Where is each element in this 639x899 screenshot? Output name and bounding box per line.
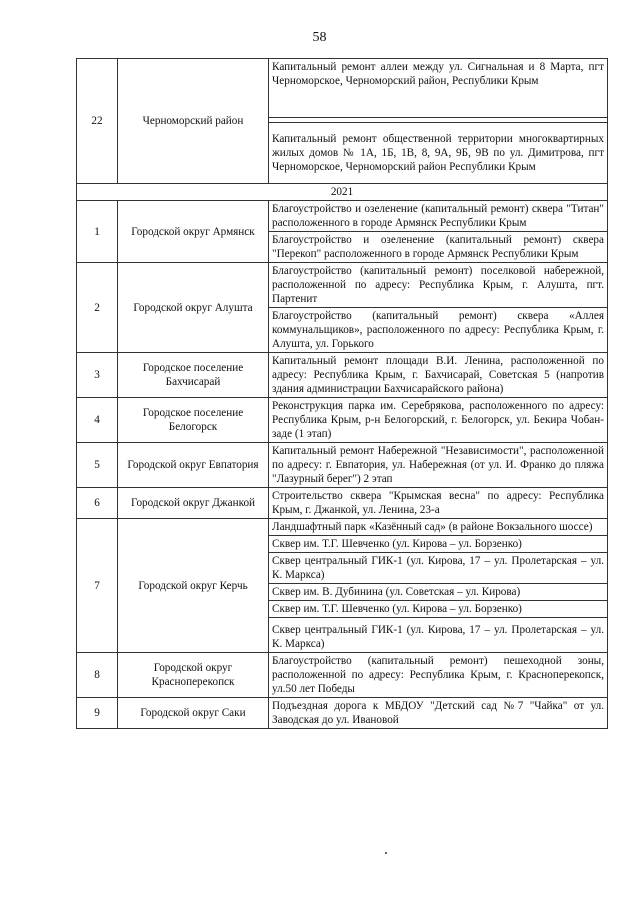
project-cell: Строительство сквера "Крымская весна" по адресу: Республика Крым, г. Джанкой, ул. Ленина, 23-а <box>269 488 608 519</box>
municipality-cell: Городской округ Евпатория <box>118 443 269 488</box>
table-row <box>77 653 608 698</box>
row-number: 1 <box>77 201 118 263</box>
municipality-cell: Городской округ Саки <box>118 698 269 729</box>
project-cell: Сквер центральный ГИК-1 (ул. Кирова, 17 – ул. Пролетарская – ул. К. Маркса) <box>269 618 608 653</box>
project-cell: Сквер центральный ГИК-1 (ул. Кирова, 17 – ул. Пролетарская – ул. К. Маркса) <box>269 553 608 584</box>
project-cell: Благоустройство (капитальный ремонт) пешеходной зоны, расположенной по адресу: Республика Крым, г. Красноперекопск, ул.50 лет Победы <box>269 653 608 698</box>
project-cell: Сквер им. В. Дубинина (ул. Советская – ул. Кирова) <box>269 584 608 601</box>
row-number: 9 <box>77 698 118 729</box>
row-number: 5 <box>77 443 118 488</box>
project-cell: Благоустройство (капитальный ремонт) поселковой набережной, расположенной по адресу: Республика Крым, г. Алушта, пгт. Партенит <box>269 263 608 308</box>
table-row <box>77 488 608 519</box>
municipality-cell: Городской округ Джанкой <box>118 488 269 519</box>
row-number: 8 <box>77 653 118 698</box>
municipality-cell: Городской округ Алушта <box>118 263 269 353</box>
table-row <box>77 519 608 536</box>
project-cell: Подъездная дорога к МБДОУ "Детский сад №7 "Чайка" от ул. Заводская до ул. Ивановой <box>269 698 608 729</box>
table-row <box>77 263 608 308</box>
row-number: 6 <box>77 488 118 519</box>
project-cell: Сквер им. Т.Г. Шевченко (ул. Кирова – ул. Борзенко) <box>269 536 608 553</box>
project-cell: Ландшафтный парк «Казённый сад» (в районе Вокзального шоссе) <box>269 519 608 536</box>
year-row <box>77 184 608 201</box>
table-row <box>77 698 608 729</box>
row-number: 7 <box>77 519 118 653</box>
projects-table <box>76 58 608 729</box>
municipality-cell: Черноморский район <box>118 59 269 184</box>
municipality-cell: Городской округ Красноперекопск <box>118 653 269 698</box>
project-cell: Капитальный ремонт Набережной "Независимости", расположенной по адресу: г. Евпатория, ул. Набережная (от ул. И. Франко до пляжа "Лазурный берег") 2 этап <box>269 443 608 488</box>
project-cell: Капитальный ремонт общественной территории многоквартирных жилых домов № 1А, 1Б, 1В, 8, 9А, 9Б, 9В по ул. Димитрова, пгт Черноморское, Черноморский район Республики Крым <box>269 123 608 184</box>
row-number: 22 <box>77 59 118 184</box>
municipality-cell: Городское поселение Бахчисарай <box>118 353 269 398</box>
municipality-cell: Городское поселение Белогорск <box>118 398 269 443</box>
page-number: 58 <box>312 30 327 45</box>
project-cell: Капитальный ремонт площади В.И. Ленина, расположенной по адресу: Республика Крым, г. Бахчисарай, Советская 5 (напротив здания администрации Бахчисарайского района) <box>269 353 608 398</box>
municipality-cell: Городской округ Армянск <box>118 201 269 263</box>
table-row <box>77 59 608 118</box>
municipality-cell: Городской округ Керчь <box>118 519 269 653</box>
project-cell: Благоустройство и озеленение (капитальный ремонт) сквера "Титан" расположенного в городе Армянск Республики Крым <box>269 201 608 232</box>
table-row <box>77 353 608 398</box>
scan-dot <box>385 852 387 854</box>
project-cell: Благоустройство и озеленение (капитальный ремонт) сквера "Перекоп" расположенного в городе Армянск Республики Крым <box>269 232 608 263</box>
project-cell: Реконструкция парка им. Серебрякова, расположенного по адресу: Республика Крым, р-н Белогорский, г. Белогорск, ул. Бекира Чобан-заде (1 этап) <box>269 398 608 443</box>
project-cell: Сквер им. Т.Г. Шевченко (ул. Кирова – ул. Борзенко) <box>269 601 608 618</box>
project-cell: Благоустройство (капитальный ремонт) сквера «Аллея коммунальщиков», расположенного по адресу: Республика Крым, г. Алушта, ул. Горького <box>269 308 608 353</box>
table-row <box>77 398 608 443</box>
table-row <box>77 443 608 488</box>
row-number: 2 <box>77 263 118 353</box>
table-row <box>77 201 608 232</box>
row-number: 4 <box>77 398 118 443</box>
project-cell: Капитальный ремонт аллеи между ул. Сигнальная и 8 Марта, пгт Черноморское, Черноморский район, Республики Крым <box>269 59 608 118</box>
year-heading: 2021 <box>77 184 608 201</box>
row-number: 3 <box>77 353 118 398</box>
